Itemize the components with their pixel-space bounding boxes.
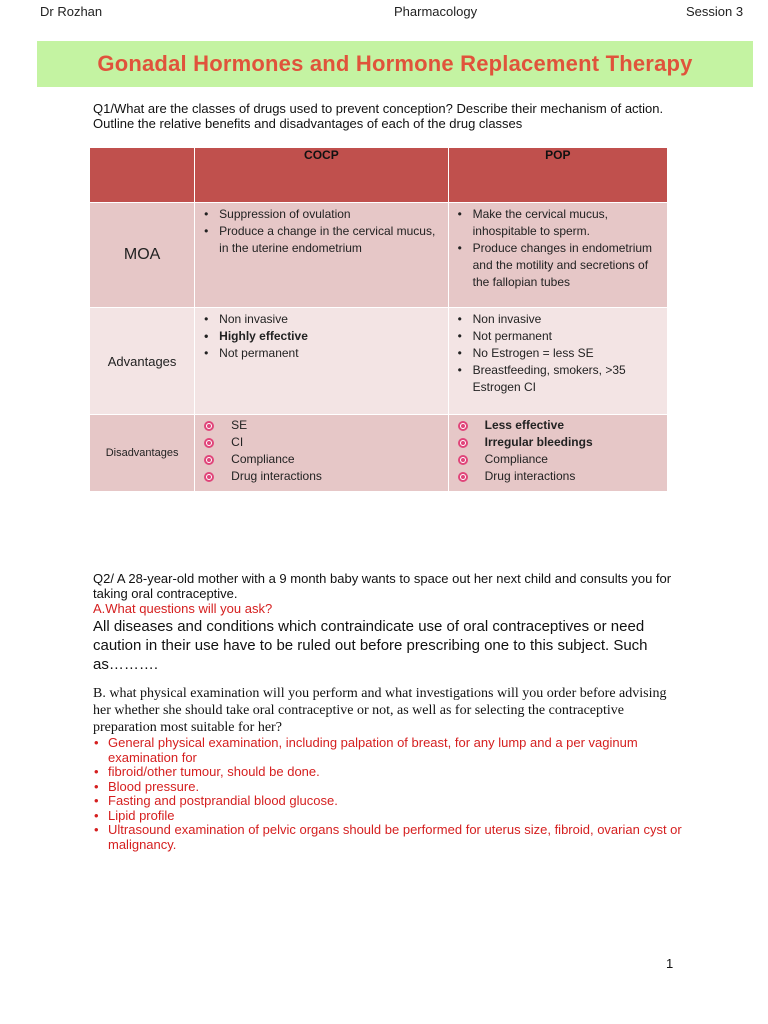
bullet-ring-icon (458, 421, 468, 431)
question-2: Q2/ A 28-year-old mother with a 9 month baby wants to space out her next child and consults you for taking oral contraceptive. (93, 571, 672, 601)
header-cocp: COCP (195, 148, 448, 203)
disadvantages-pop-cell (448, 415, 667, 492)
row-label-moa: MOA (90, 203, 195, 308)
contraceptive-comparison-table (89, 147, 668, 492)
list-item (204, 468, 447, 485)
list-item: • Make the cervical mucus, inhospitable to sperm. (473, 206, 667, 240)
answer-2b-list (93, 736, 688, 852)
list-item: • No Estrogen = less SE (473, 345, 667, 362)
list-item: • Non invasive (219, 311, 447, 328)
list-item (458, 417, 667, 434)
list-item: • General physical examination, including palpation of breast, for any lump and a per vaginum examination for (108, 736, 688, 765)
moa-pop-cell (448, 203, 667, 308)
bullet-ring-icon (458, 455, 468, 465)
table-row-disadvantages (90, 415, 668, 492)
header-session: Session 3 (686, 4, 744, 19)
list-item: • Suppression of ovulation (219, 206, 447, 223)
question-1: Q1/What are the classes of drugs used to prevent conception? Describe their mechanism of action. Outline the relative benefits and disadvantages of each of the drug classes (93, 101, 664, 131)
list-item (204, 434, 447, 451)
item-text: CI (231, 435, 244, 449)
bullet-ring-icon (204, 472, 214, 482)
answer-2a: All diseases and conditions which contraindicate use of oral contraceptives or need caution in their use have to be ruled out before prescribing one to this subject. Such as………. (93, 618, 648, 673)
list-item: • Blood pressure. (108, 780, 688, 795)
bullet-ring-icon (204, 421, 214, 431)
page-number: 1 (666, 956, 674, 971)
list-item: • Non invasive (473, 311, 667, 328)
item-text: Compliance (231, 452, 295, 466)
question-2a: A.What questions will you ask? (93, 601, 273, 616)
bullet-ring-icon (458, 472, 468, 482)
row-label-advantages: Advantages (90, 308, 195, 415)
item-text: Compliance (484, 452, 548, 466)
advantages-cocp-cell (195, 308, 448, 415)
table-row-moa (90, 203, 668, 308)
list-item: • Produce changes in endometrium and the motility and secretions of the fallopian tubes (473, 240, 667, 291)
list-item: • Ultrasound examination of pelvic organs should be performed for uterus size, fibroid, ovarian cyst or malignancy. (108, 823, 688, 852)
list-item: • Breastfeeding, smokers, >35 Estrogen CI (473, 362, 667, 396)
table-header-row (90, 148, 668, 203)
row-label-disadvantages: Disadvantages (90, 415, 195, 492)
bullet-ring-icon (458, 438, 468, 448)
title-banner (37, 41, 753, 87)
list-item: • Not permanent (219, 345, 447, 362)
list-item: • Produce a change in the cervical mucus, in the uterine endometrium (219, 223, 447, 257)
item-text: Less effective (484, 418, 564, 432)
item-text: SE (231, 418, 248, 432)
bullet-ring-icon (204, 455, 214, 465)
item-text: Irregular bleedings (484, 435, 593, 449)
list-item (458, 451, 667, 468)
question-2b: B. what physical examination will you perform and what investigations will you order before advising her whether she should take oral contraceptive or not, as well as for selecting the contraceptive preparation most suitable for her? (93, 686, 667, 735)
list-item: • Lipid profile (108, 809, 688, 824)
table-row-advantages (90, 308, 668, 415)
item-text: Drug interactions (484, 469, 576, 483)
header-subject: Pharmacology (394, 4, 478, 19)
list-item: • Fasting and postprandial blood glucose. (108, 794, 688, 809)
header-pop: POP (448, 148, 667, 203)
disadvantages-cocp-cell (195, 415, 448, 492)
list-item (204, 451, 447, 468)
page-title: Gonadal Hormones and Hormone Replacement Therapy (97, 51, 693, 76)
list-item: • Highly effective (219, 328, 447, 345)
advantages-pop-cell (448, 308, 667, 415)
list-item (204, 417, 447, 434)
list-item (458, 434, 667, 451)
list-item (458, 468, 667, 485)
header-empty-cell (90, 148, 195, 203)
moa-cocp-cell (195, 203, 448, 308)
item-text: Drug interactions (231, 469, 322, 483)
list-item: • fibroid/other tumour, should be done. (108, 765, 688, 780)
list-item: • Not permanent (473, 328, 667, 345)
header-author: Dr Rozhan (40, 4, 103, 19)
bullet-ring-icon (204, 438, 214, 448)
